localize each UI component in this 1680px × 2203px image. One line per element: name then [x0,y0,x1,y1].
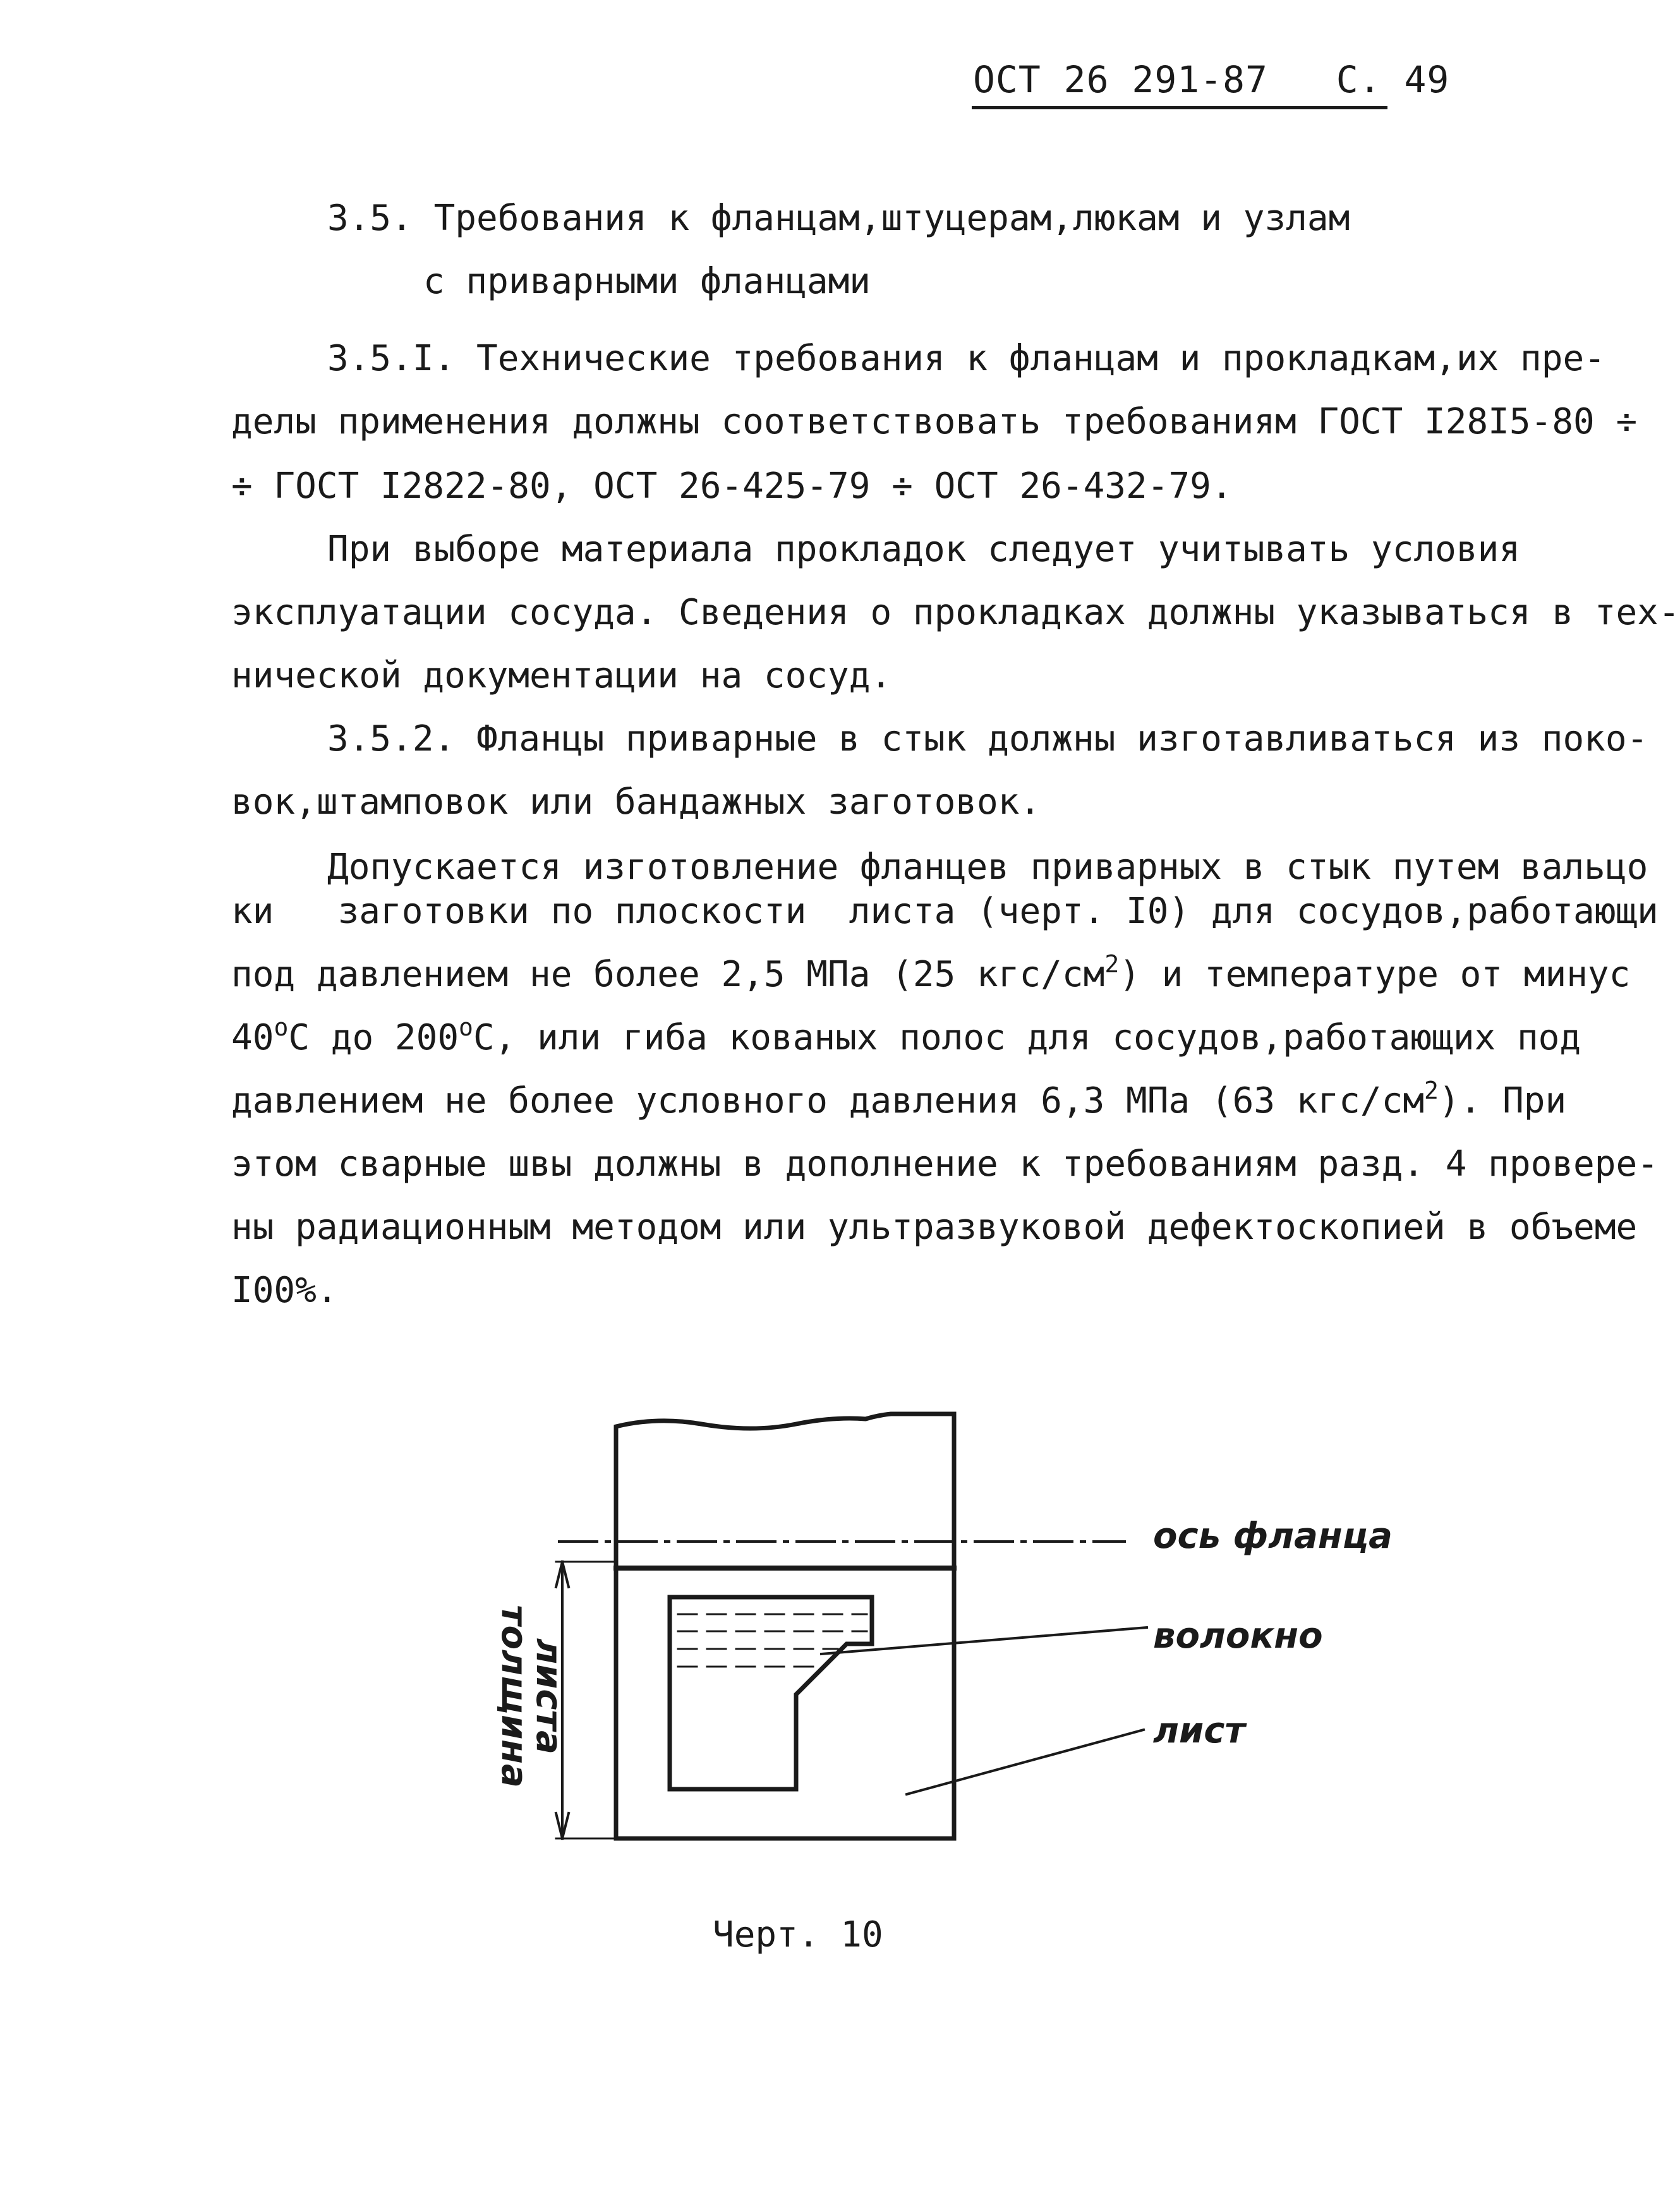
superscript: 2 [1104,950,1120,978]
label-sheet: лист [1153,1710,1245,1751]
text-run: давлением не более условного давления 6,3 МПа (63 кгс/см [231,1080,1425,1121]
header-underline [972,106,1387,109]
para-3-5-1-line-3: ÷ ГОСТ I2822-80, ОСТ 26-425-79 ÷ ОСТ 26-432-79. [231,466,1233,507]
para-rolling-line-1: Допускается изготовление фланцев приварных в стык путем вальцо [327,847,1648,888]
superscript: 2 [1424,1077,1439,1104]
label-sheet-thickness-cont: листа [528,1638,569,1754]
figure-caption: Черт. 10 [713,1914,883,1955]
document-code [973,58,1449,101]
label-sheet-thickness: толщина [493,1605,535,1788]
para-gasket-line-1: При выборе материала прокладок следует учитывать условия [327,529,1521,570]
text-run: 40 [231,1017,274,1058]
para-rolling-line-6: этом сварные швы должны в дополнение к требованиям разд. 4 провере- [231,1144,1659,1185]
para-3-5-1-line-1: 3.5.I. Технические требования к фланцам и прокладкам,их пре- [327,338,1605,379]
figure-10-drawing [468,1396,1466,1851]
para-rolling-line-2: ки заготовки по плоскости листа (черт. I0) для сосудов,работающи [231,891,1659,932]
flange-blank-outline [670,1597,872,1789]
text-run: С до 200 [288,1017,459,1058]
para-rolling-line-5 [231,1077,1567,1121]
para-rolling-line-4 [231,1013,1581,1058]
para-gasket-line-3: нической документации на сосуд. [231,655,892,696]
sheet-outline [616,1414,954,1838]
text-run: ). При [1438,1080,1567,1121]
text-run: под давлением не более 2,5 МПа (25 кгс/см [231,954,1105,995]
para-3-5-2-line-1: 3.5.2. Фланцы приварные в стык должны изготавливаться из поко- [327,718,1648,759]
text-run: С, или гиба кованых полос для сосудов,работающих под [473,1017,1581,1058]
page-number: С. 49 [1336,58,1450,101]
section-title: 3.5. Требования к фланцам,штуцерам,люкам и узлам [327,198,1350,239]
para-rolling-line-3 [231,950,1631,995]
para-rolling-line-8: I00%. [231,1270,338,1311]
label-flange-axis: ось фланца [1153,1516,1393,1557]
para-rolling-line-7: ны радиационным методом или ультразвуковой дефектоскопией в объеме [231,1207,1638,1248]
section-title-cont: с приварными фланцами [423,261,871,302]
para-3-5-1-line-2: делы применения должны соответствовать требованиям ГОСТ I28I5-80 ÷ [231,401,1638,442]
text-run: ) и температуре от минус [1119,954,1631,995]
para-gasket-line-2: эксплуатации сосуда. Сведения о прокладках должны указываться в тех- [231,592,1680,633]
degree-sign: о [274,1013,289,1041]
label-fiber: волокно [1153,1615,1323,1657]
sheet-leader [907,1730,1144,1794]
degree-sign: о [459,1013,473,1041]
para-3-5-2-line-2: вок,штамповок или бандажных заготовок. [231,782,1041,823]
doc-code: ОСТ 26 291-87 [973,58,1268,101]
